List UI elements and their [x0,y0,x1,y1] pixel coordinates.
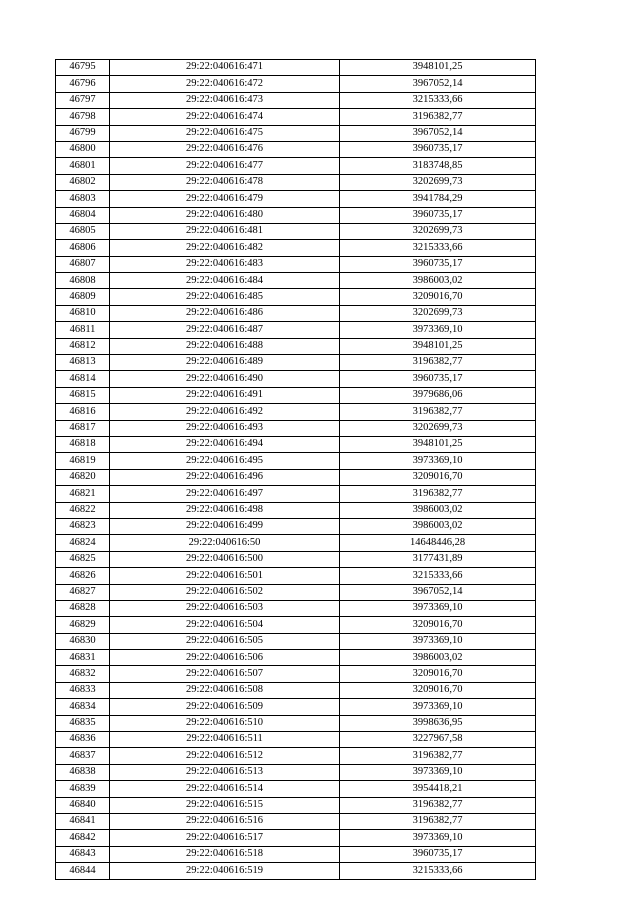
cadastral-value-cell: 3215333,66 [340,240,536,256]
cadastral-number-cell: 29:22:040616:482 [110,240,340,256]
table-row [56,650,536,666]
row-number-cell: 46825 [56,551,110,567]
row-number-cell: 46828 [56,600,110,616]
cadastral-value-cell: 3973369,10 [340,322,536,338]
cadastral-number-cell: 29:22:040616:498 [110,502,340,518]
table-row [56,404,536,420]
cadastral-number-cell: 29:22:040616:488 [110,338,340,354]
table-row [56,387,536,403]
table-row [56,273,536,289]
cadastral-value-cell: 3196382,77 [340,797,536,813]
cadastral-value-cell: 3960735,17 [340,256,536,272]
table-row [56,633,536,649]
cadastral-value-cell: 3973369,10 [340,453,536,469]
cadastral-value-cell: 3215333,66 [340,863,536,879]
cadastral-value-cell: 3979686,06 [340,387,536,403]
table-row [56,863,536,879]
table-row [56,125,536,141]
row-number-cell: 46800 [56,141,110,157]
row-number-cell: 46802 [56,174,110,190]
table-body [56,60,536,880]
cadastral-number-cell: 29:22:040616:511 [110,732,340,748]
cadastral-number-cell: 29:22:040616:487 [110,322,340,338]
cadastral-value-cell: 3954418,21 [340,781,536,797]
table-row [56,781,536,797]
row-number-cell: 46815 [56,387,110,403]
table-row [56,141,536,157]
cadastral-number-cell: 29:22:040616:501 [110,568,340,584]
table-row [56,92,536,108]
row-number-cell: 46821 [56,486,110,502]
cadastral-value-cell: 3973369,10 [340,830,536,846]
table-row [56,109,536,125]
cadastral-value-cell: 3960735,17 [340,207,536,223]
cadastral-value-table [55,59,536,880]
cadastral-number-cell: 29:22:040616:519 [110,863,340,879]
cadastral-number-cell: 29:22:040616:514 [110,781,340,797]
table-row [56,600,536,616]
cadastral-number-cell: 29:22:040616:512 [110,748,340,764]
row-number-cell: 46806 [56,240,110,256]
row-number-cell: 46841 [56,813,110,829]
cadastral-number-cell: 29:22:040616:496 [110,469,340,485]
table-row [56,355,536,371]
cadastral-value-cell: 3986003,02 [340,650,536,666]
row-number-cell: 46829 [56,617,110,633]
cadastral-value-cell: 3202699,73 [340,174,536,190]
cadastral-number-cell: 29:22:040616:504 [110,617,340,633]
cadastral-number-cell: 29:22:040616:50 [110,535,340,551]
cadastral-value-cell: 3998636,95 [340,715,536,731]
cadastral-number-cell: 29:22:040616:483 [110,256,340,272]
row-number-cell: 46809 [56,289,110,305]
table-row [56,584,536,600]
row-number-cell: 46819 [56,453,110,469]
cadastral-value-cell: 3960735,17 [340,141,536,157]
cadastral-value-cell: 3967052,14 [340,125,536,141]
row-number-cell: 46840 [56,797,110,813]
table-row [56,240,536,256]
cadastral-value-cell: 3177431,89 [340,551,536,567]
cadastral-value-cell: 3973369,10 [340,764,536,780]
cadastral-number-cell: 29:22:040616:500 [110,551,340,567]
cadastral-number-cell: 29:22:040616:485 [110,289,340,305]
table-row [56,305,536,321]
cadastral-value-cell: 3973369,10 [340,633,536,649]
cadastral-number-cell: 29:22:040616:506 [110,650,340,666]
cadastral-value-cell: 3196382,77 [340,355,536,371]
table-row [56,453,536,469]
cadastral-number-cell: 29:22:040616:480 [110,207,340,223]
table-row [56,420,536,436]
row-number-cell: 46822 [56,502,110,518]
row-number-cell: 46827 [56,584,110,600]
table-row [56,469,536,485]
cadastral-number-cell: 29:22:040616:510 [110,715,340,731]
cadastral-number-cell: 29:22:040616:492 [110,404,340,420]
table-row [56,436,536,452]
cadastral-value-cell: 3986003,02 [340,502,536,518]
row-number-cell: 46838 [56,764,110,780]
cadastral-number-cell: 29:22:040616:479 [110,191,340,207]
cadastral-number-cell: 29:22:040616:486 [110,305,340,321]
row-number-cell: 46813 [56,355,110,371]
table-row [56,256,536,272]
row-number-cell: 46795 [56,60,110,76]
row-number-cell: 46833 [56,682,110,698]
table-row [56,666,536,682]
cadastral-number-cell: 29:22:040616:505 [110,633,340,649]
table-row [56,158,536,174]
cadastral-number-cell: 29:22:040616:478 [110,174,340,190]
table-row [56,699,536,715]
cadastral-value-cell: 3967052,14 [340,76,536,92]
table-row [56,207,536,223]
row-number-cell: 46842 [56,830,110,846]
cadastral-value-cell: 3202699,73 [340,305,536,321]
cadastral-number-cell: 29:22:040616:503 [110,600,340,616]
row-number-cell: 46798 [56,109,110,125]
cadastral-number-cell: 29:22:040616:474 [110,109,340,125]
cadastral-value-cell: 3948101,25 [340,436,536,452]
cadastral-value-cell: 3973369,10 [340,699,536,715]
row-number-cell: 46804 [56,207,110,223]
row-number-cell: 46805 [56,223,110,239]
table-row [56,76,536,92]
table-row [56,338,536,354]
cadastral-value-cell: 3202699,73 [340,223,536,239]
table-row [56,764,536,780]
cadastral-number-cell: 29:22:040616:516 [110,813,340,829]
cadastral-value-cell: 3960735,17 [340,371,536,387]
cadastral-value-cell: 14648446,28 [340,535,536,551]
table-row [56,223,536,239]
cadastral-value-cell: 3209016,70 [340,617,536,633]
cadastral-value-cell: 3209016,70 [340,289,536,305]
table-row [56,715,536,731]
table-row [56,322,536,338]
row-number-cell: 46826 [56,568,110,584]
cadastral-value-cell: 3973369,10 [340,600,536,616]
table-row [56,846,536,862]
row-number-cell: 46837 [56,748,110,764]
row-number-cell: 46801 [56,158,110,174]
cadastral-value-cell: 3202699,73 [340,420,536,436]
table-row [56,748,536,764]
row-number-cell: 46816 [56,404,110,420]
cadastral-number-cell: 29:22:040616:497 [110,486,340,502]
cadastral-number-cell: 29:22:040616:477 [110,158,340,174]
table-row [56,732,536,748]
row-number-cell: 46814 [56,371,110,387]
cadastral-number-cell: 29:22:040616:475 [110,125,340,141]
cadastral-number-cell: 29:22:040616:494 [110,436,340,452]
row-number-cell: 46843 [56,846,110,862]
cadastral-number-cell: 29:22:040616:484 [110,273,340,289]
cadastral-value-cell: 3209016,70 [340,666,536,682]
cadastral-value-cell: 3215333,66 [340,92,536,108]
row-number-cell: 46811 [56,322,110,338]
cadastral-number-cell: 29:22:040616:489 [110,355,340,371]
cadastral-number-cell: 29:22:040616:481 [110,223,340,239]
cadastral-number-cell: 29:22:040616:491 [110,387,340,403]
cadastral-value-cell: 3215333,66 [340,568,536,584]
table-row [56,551,536,567]
cadastral-value-cell: 3967052,14 [340,584,536,600]
cadastral-number-cell: 29:22:040616:490 [110,371,340,387]
cadastral-number-cell: 29:22:040616:502 [110,584,340,600]
cadastral-value-cell: 3196382,77 [340,486,536,502]
row-number-cell: 46807 [56,256,110,272]
row-number-cell: 46836 [56,732,110,748]
table-row [56,830,536,846]
cadastral-value-cell: 3196382,77 [340,109,536,125]
cadastral-value-cell: 3183748,85 [340,158,536,174]
cadastral-number-cell: 29:22:040616:509 [110,699,340,715]
cadastral-number-cell: 29:22:040616:473 [110,92,340,108]
row-number-cell: 46844 [56,863,110,879]
cadastral-value-cell: 3986003,02 [340,518,536,534]
row-number-cell: 46797 [56,92,110,108]
table-row [56,502,536,518]
table-row [56,617,536,633]
cadastral-value-cell: 3941784,29 [340,191,536,207]
table-row [56,191,536,207]
cadastral-number-cell: 29:22:040616:518 [110,846,340,862]
cadastral-value-cell: 3209016,70 [340,469,536,485]
row-number-cell: 46817 [56,420,110,436]
cadastral-number-cell: 29:22:040616:493 [110,420,340,436]
cadastral-number-cell: 29:22:040616:513 [110,764,340,780]
cadastral-number-cell: 29:22:040616:507 [110,666,340,682]
cadastral-number-cell: 29:22:040616:517 [110,830,340,846]
table-row [56,518,536,534]
row-number-cell: 46832 [56,666,110,682]
row-number-cell: 46796 [56,76,110,92]
row-number-cell: 46810 [56,305,110,321]
row-number-cell: 46839 [56,781,110,797]
row-number-cell: 46834 [56,699,110,715]
row-number-cell: 46824 [56,535,110,551]
row-number-cell: 46799 [56,125,110,141]
row-number-cell: 46823 [56,518,110,534]
table-row [56,535,536,551]
cadastral-value-cell: 3196382,77 [340,813,536,829]
table-row [56,371,536,387]
cadastral-value-cell: 3986003,02 [340,273,536,289]
row-number-cell: 46831 [56,650,110,666]
cadastral-value-cell: 3209016,70 [340,682,536,698]
table-row [56,60,536,76]
table-row [56,797,536,813]
cadastral-number-cell: 29:22:040616:508 [110,682,340,698]
table-row [56,682,536,698]
cadastral-number-cell: 29:22:040616:515 [110,797,340,813]
table-row [56,568,536,584]
table-row [56,486,536,502]
row-number-cell: 46835 [56,715,110,731]
cadastral-value-cell: 3948101,25 [340,60,536,76]
table-row [56,813,536,829]
row-number-cell: 46808 [56,273,110,289]
row-number-cell: 46818 [56,436,110,452]
cadastral-value-cell: 3227967,58 [340,732,536,748]
cadastral-value-cell: 3960735,17 [340,846,536,862]
cadastral-value-cell: 3196382,77 [340,748,536,764]
table-row [56,289,536,305]
table-row [56,174,536,190]
row-number-cell: 46830 [56,633,110,649]
cadastral-value-cell: 3196382,77 [340,404,536,420]
cadastral-number-cell: 29:22:040616:495 [110,453,340,469]
row-number-cell: 46803 [56,191,110,207]
cadastral-number-cell: 29:22:040616:499 [110,518,340,534]
row-number-cell: 46812 [56,338,110,354]
row-number-cell: 46820 [56,469,110,485]
cadastral-number-cell: 29:22:040616:471 [110,60,340,76]
cadastral-number-cell: 29:22:040616:476 [110,141,340,157]
cadastral-value-cell: 3948101,25 [340,338,536,354]
cadastral-number-cell: 29:22:040616:472 [110,76,340,92]
